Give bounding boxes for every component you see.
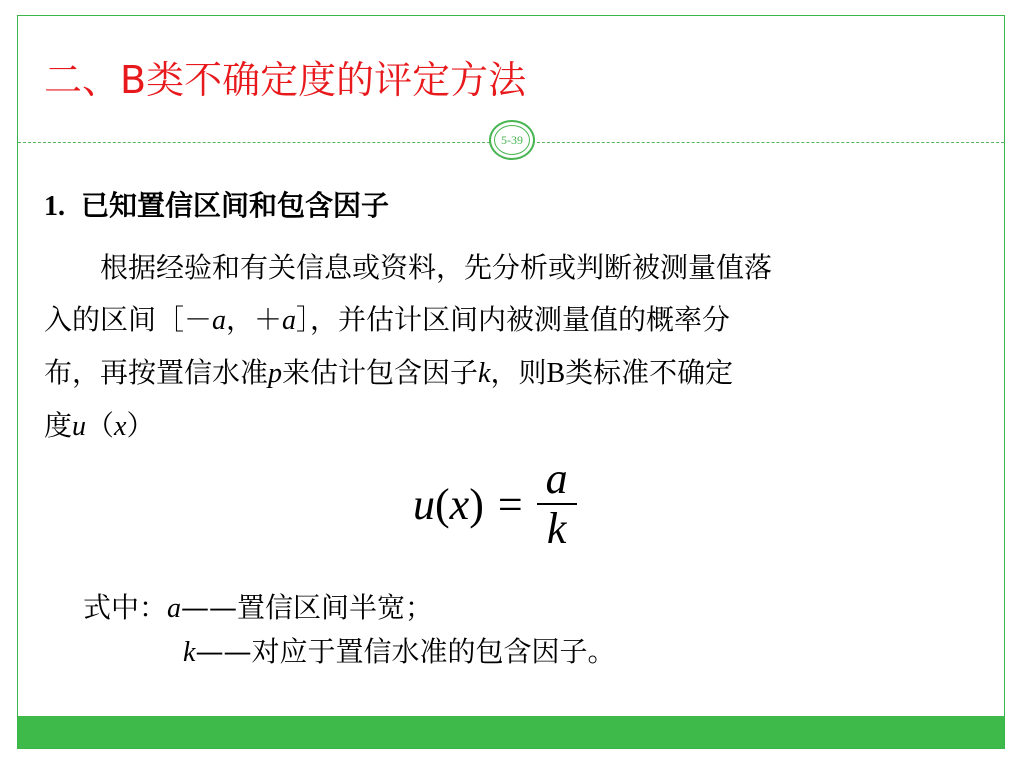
paragraph-text: ，则	[490, 356, 547, 389]
legend-k-description: ——对应于置信水准的包含因子。	[195, 635, 616, 668]
section-heading-number: 1.	[44, 191, 65, 222]
paragraph-text: 根据经验和有关信息或资料，先分析或判断被测量值落	[100, 251, 773, 284]
section-heading	[44, 186, 389, 227]
slide-title: 二、B类不确定度的评定方法	[44, 58, 527, 102]
formula-close-paren: )	[469, 479, 484, 529]
legend-k-symbol: k	[183, 637, 196, 668]
legend-a	[83, 588, 433, 629]
paragraph-text: 度	[44, 409, 73, 442]
paragraph-line-3	[44, 347, 980, 400]
body-paragraph	[44, 242, 980, 453]
paragraph-line-4	[44, 400, 980, 453]
section-heading-text: 已知置信区间和包含因子	[81, 189, 390, 222]
paragraph-text: B	[546, 358, 566, 389]
paragraph-text: 布，再按置信水准	[44, 356, 269, 389]
formula-x: x	[449, 479, 470, 529]
paragraph-text: ］，并估计区间内被测量值的概率分	[296, 303, 731, 336]
formula	[413, 452, 577, 556]
footer-bar	[18, 716, 1004, 748]
paragraph-text: ，＋	[226, 303, 283, 336]
variable-k: k	[478, 358, 491, 389]
paragraph-text: 来估计包含因子	[282, 356, 479, 389]
variable-a: a	[212, 305, 227, 336]
legend-k	[183, 632, 615, 673]
page-number: 5-39	[494, 125, 530, 155]
paragraph-line-1	[44, 242, 980, 294]
page-number-badge	[489, 120, 535, 160]
paragraph-text: ）	[126, 409, 155, 442]
formula-open-paren: (	[435, 479, 450, 529]
paragraph-text: （	[86, 409, 115, 442]
formula-u: u	[413, 479, 435, 529]
paragraph-line-2	[44, 294, 980, 347]
paragraph-text: 类标准不确定	[565, 356, 734, 389]
formula-denominator: k	[546, 504, 567, 553]
formula-equals: =	[497, 479, 523, 529]
variable-a: a	[282, 305, 297, 336]
variable-p: p	[268, 358, 283, 389]
formula-fraction	[537, 455, 577, 553]
variable-u: u	[72, 411, 87, 442]
variable-x: x	[114, 411, 127, 442]
legend-prefix: 式中：	[83, 591, 168, 624]
formula-numerator: a	[545, 454, 568, 503]
paragraph-text: 入的区间［－	[44, 303, 213, 336]
formula-lhs	[413, 479, 484, 530]
legend-a-symbol: a	[167, 593, 182, 624]
legend-a-description: ——置信区间半宽；	[181, 591, 434, 624]
